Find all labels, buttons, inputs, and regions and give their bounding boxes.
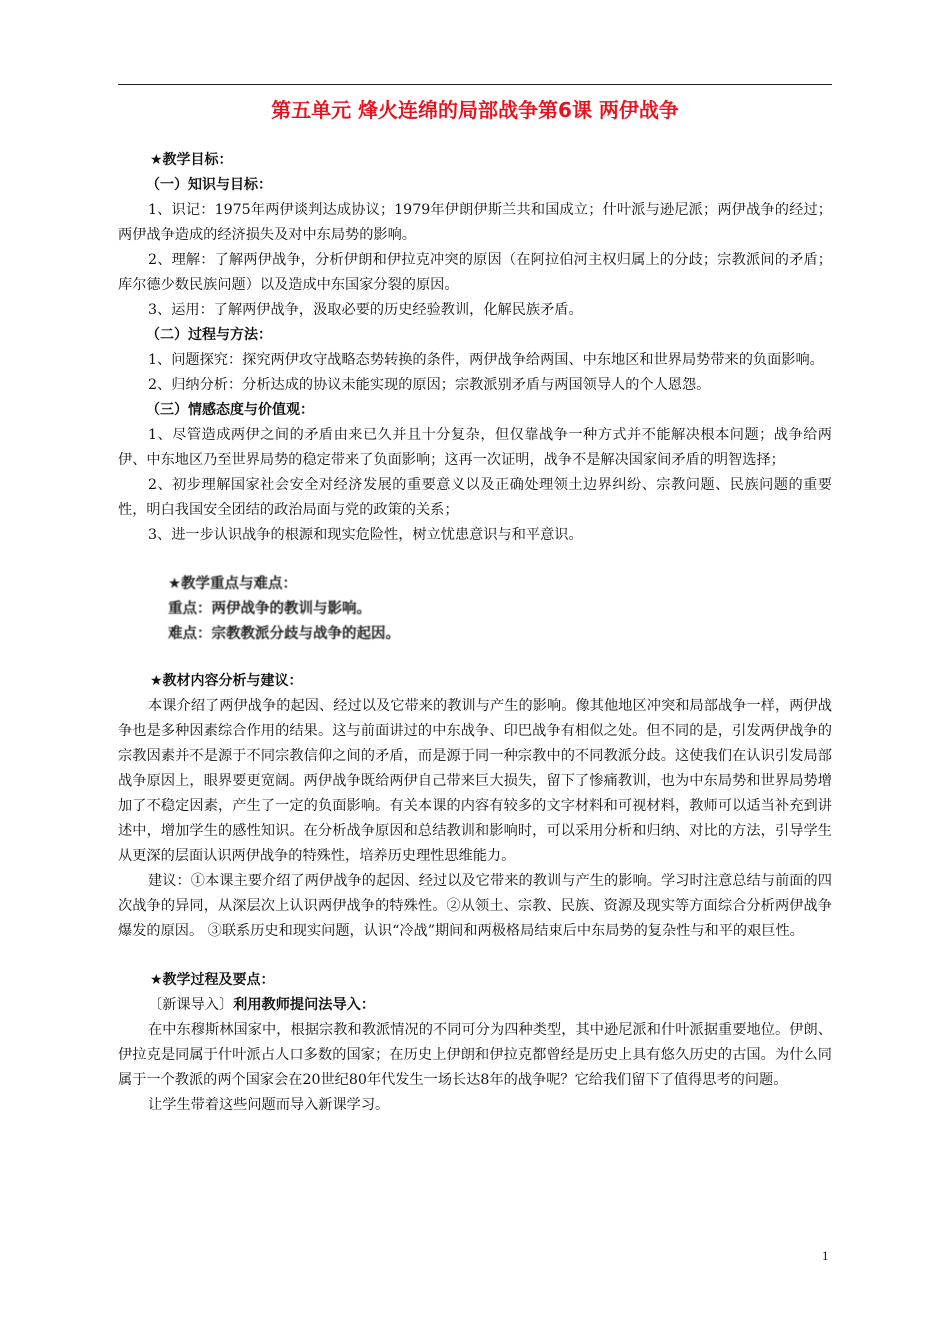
key-points-block: [118, 572, 832, 647]
goals-part3-item: 2、初步理解国家社会安全对经济发展的重要意义以及正确处理领土边界纠纷、宗教问题、民族问题的重要性，明白我国安全团结的政治局面与党的政策的关系；: [118, 477, 832, 518]
key-focus-row: [168, 597, 832, 622]
goals-part2-item: 1、问题探究：探究两伊攻守战略态势转换的条件，两伊战争给两国、中东地区和世界局势带来的负面影响。: [148, 352, 824, 368]
page-title: 第五单元 烽火连绵的局部战争第6课 两伊战争: [271, 98, 679, 122]
key-focus-label: 重点：: [168, 601, 212, 617]
document-body: [118, 148, 832, 1118]
process-paragraph: 让学生带着这些问题而导入新课学习。: [148, 1097, 390, 1113]
process-intro-method: 利用教师提问法导入：: [233, 997, 376, 1013]
goals-part1-item: 3、运用：了解两伊战争，汲取必要的历史经验教训，化解民族矛盾。: [148, 302, 583, 318]
goals-part3-heading: （三）情感态度与价值观：: [146, 402, 314, 418]
goals-part3-item: 1、尽管造成两伊之间的矛盾由来已久并且十分复杂，但仅靠战争一种方式并不能解决根本问题；战争给两伊、中东地区乃至世界局势的稳定带来了负面影响；这再一次证明，战争不是解决国家间矛盾的明智选择；: [118, 427, 832, 468]
key-focus-value: 两伊战争的教训与影响。: [211, 601, 371, 617]
goals-part1-item: 1、识记：1975年两伊谈判达成协议；1979年伊朗伊斯兰共和国成立；什叶派与逊尼派；两伊战争的经过；两伊战争造成的经济损失及对中东局势的影响。: [118, 202, 832, 243]
process-intro-label: 〔新课导入〕: [148, 997, 234, 1013]
key-difficulty-value: 宗教教派分歧与战争的起因。: [211, 626, 400, 642]
goals-part2-heading: （二）过程与方法：: [146, 327, 272, 343]
process-heading: ★教学过程及要点：: [150, 972, 275, 988]
key-difficulty-label: 难点：: [168, 626, 212, 642]
goals-part1-item: 2、理解：了解两伊战争，分析伊朗和伊拉克冲突的原因（在阿拉伯河主权归属上的分歧；宗教派间的矛盾；库尔德少数民族问题）以及造成中东国家分裂的原因。: [118, 252, 832, 293]
process-paragraph: 在中东穆斯林国家中，根据宗教和教派情况的不同可分为四种类型，其中逊尼派和什叶派据重要地位。伊朗、伊拉克是同属于什叶派占人口多数的国家；在历史上伊朗和伊拉克都曾经是历史上具有悠久历史的古国。为什么同属于一个教派的两个国家会在20世纪80年代发生一场长达8年的战争呢？它给我们留下了值得思考的问题。: [118, 1022, 832, 1088]
goals-heading: ★教学目标：: [150, 152, 233, 168]
key-points-heading: ★教学重点与难点：: [168, 576, 297, 592]
goals-part1-heading: （一）知识与目标：: [146, 177, 272, 193]
analysis-heading: ★教材内容分析与建议：: [150, 673, 303, 689]
goals-part2-item: 2、归纳分析：分析达成的协议未能实现的原因；宗教派别矛盾与两国领导人的个人恩怨。: [148, 377, 711, 393]
header-rule: [118, 84, 832, 85]
analysis-paragraph: 本课介绍了两伊战争的起因、经过以及它带来的教训与产生的影响。像其他地区冲突和局部战争一样，两伊战争也是多种因素综合作用的结果。这与前面讲过的中东战争、印巴战争有相似之处。但不同的是，引发两伊战争的宗教因素并不是源于不同宗教信仰之间的矛盾，而是源于同一种宗教中的不同教派分歧。这使我们在认识引发局部战争原因上，眼界要更宽阔。两伊战争既给两伊自己带来巨大损失，留下了惨痛教训，也为中东局势和世界局势增加了不稳定因素，产生了一定的负面影响。有关本课的内容有较多的文字材料和可视材料，教师可以适当补充到讲述中，增加学生的感性知识。在分析战争原因和总结教训和影响时，可以采用分析和归纳、对比的方法，引导学生从更深的层面认识两伊战争的特殊性，培养历史理性思维能力。: [118, 698, 832, 864]
goals-part3-item: 3、进一步认识战争的根源和现实危险性，树立忧患意识与和平意识。: [148, 527, 583, 543]
key-difficulty-row: [168, 622, 832, 647]
process-intro-line: [118, 993, 832, 1018]
page-number: 1: [822, 1248, 829, 1263]
analysis-suggestion: 建议：①本课主要介绍了两伊战争的起因、经过以及它带来的教训与产生的影响。学习时注意总结与前面的四次战争的异同，从深层次上认识两伊战争的特殊性。②从领土、宗教、民族、资源及现实等方面综合分析两伊战争爆发的原因。 ③联系历史和现实问题，认识“冷战”期间和两极格局结束后中东局势的复杂性与和平的艰巨性。: [118, 873, 832, 939]
